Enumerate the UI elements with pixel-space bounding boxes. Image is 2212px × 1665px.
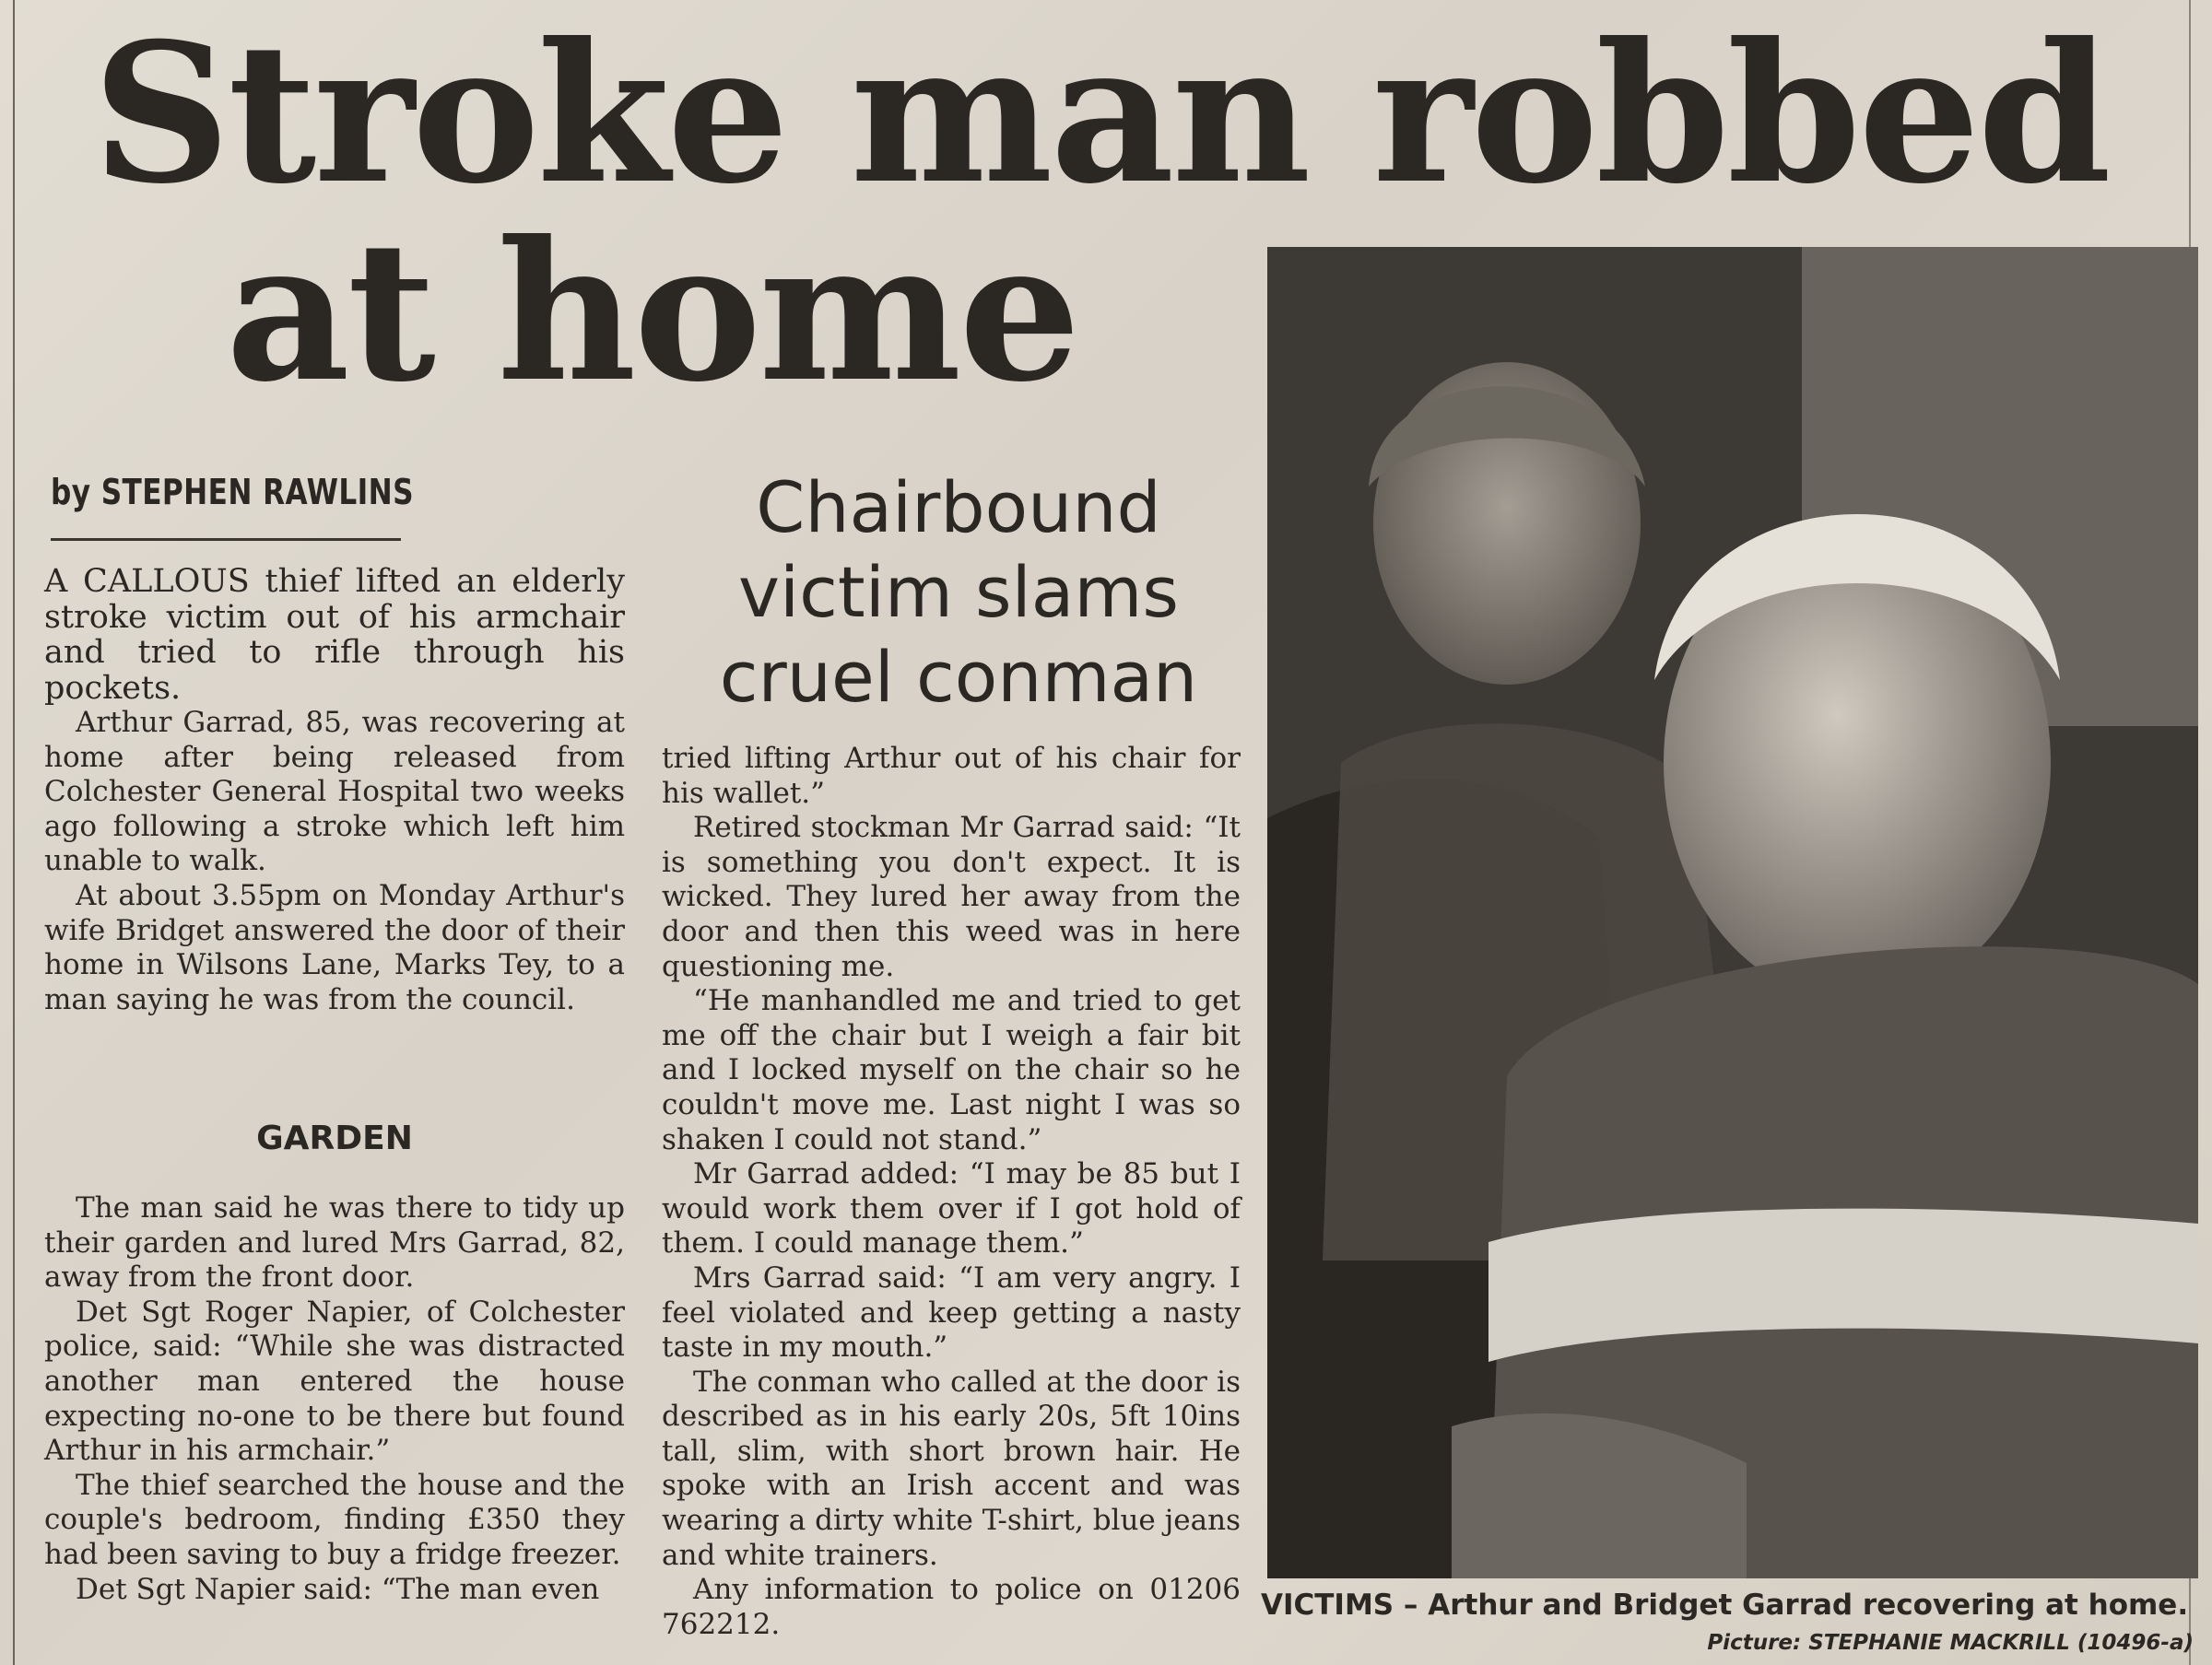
paragraph: tried lifting Arthur out of his chair for his wallet.”	[662, 742, 1241, 810]
paragraph: Arthur Garrad, 85, was recovering at home after being released from Colchester General Hospital two weeks ago following a stroke which left him unable to walk.	[44, 706, 625, 878]
subhead-line-2: victim slams	[738, 551, 1179, 633]
crosshead: GARDEN	[256, 1120, 413, 1157]
subhead-line-3: cruel conman	[719, 636, 1198, 718]
paragraph: Mrs Garrad said: “I am very angry. I feel violated and keep getting a nasty taste in my mouth.”	[662, 1260, 1241, 1365]
headline-line-2: at home	[226, 200, 1078, 425]
subheadline	[682, 465, 1235, 720]
paragraph: The man said he was there to tidy up their garden and lured Mrs Garrad, 82, away from the front door.	[44, 1191, 625, 1295]
paragraph: Det Sgt Napier said: “The man even	[76, 1572, 600, 1606]
paragraph: A CALLOUS thief lifted an elderly stroke victim out of his armchair and tried to rifle through his pockets.	[44, 563, 625, 707]
headline-line-1: Stroke man robbed	[92, 2, 2109, 227]
byline: by STEPHEN RAWLINS	[51, 472, 415, 512]
paragraph: At about 3.55pm on Monday Arthur's wife Bridget answered the door of their home in Wilsons Lane, Marks Tey, to a man saying he was from the council.	[44, 878, 625, 1016]
victims-photo	[1267, 247, 2198, 1578]
column-2	[662, 742, 1241, 1642]
paragraph: “He manhandled me and tried to get me off the chair but I weigh a fair bit and I locked myself on the chair so he couldn't move me. Last night I was so shaken I could not stand.”	[662, 984, 1241, 1156]
paragraph: Retired stockman Mr Garrad said: “It is something you don't expect. It is wicked. They lured her away from the door and then this weed was in here questioning me.	[662, 811, 1241, 983]
column-1-top	[44, 564, 625, 1017]
paragraph: The thief searched the house and the couple's bedroom, finding £350 they had been saving to buy a fridge freezer.	[44, 1468, 625, 1571]
subhead-line-1: Chairbound	[756, 466, 1161, 548]
paragraph: Det Sgt Roger Napier, of Colchester police, said: “While she was distracted another man entered the house expecting no-one to be there but found Arthur in his armchair.”	[44, 1295, 625, 1468]
photo-illustration	[1267, 247, 2198, 1578]
paragraph: Any information to police on 01206 762212.	[662, 1573, 1241, 1641]
byline-divider	[51, 538, 401, 541]
left-border-rule	[13, 0, 15, 1665]
column-1-bottom	[44, 1191, 625, 1607]
photo-caption: VICTIMS – Arthur and Bridget Garrad recovering at home.	[1261, 1589, 2189, 1622]
photo-credit: Picture: STEPHANIE MACKRILL (10496-a)	[1707, 1631, 2194, 1655]
paragraph: The conman who called at the door is described as in his early 20s, 5ft 10ins tall, slim, with short brown hair. He spoke with an Irish accent and was wearing a dirty white T-shirt, blue jeans and white trainers.	[662, 1365, 1241, 1572]
paragraph: Mr Garrad added: “I may be 85 but I would work them over if I got hold of them. I could manage them.”	[662, 1157, 1241, 1260]
